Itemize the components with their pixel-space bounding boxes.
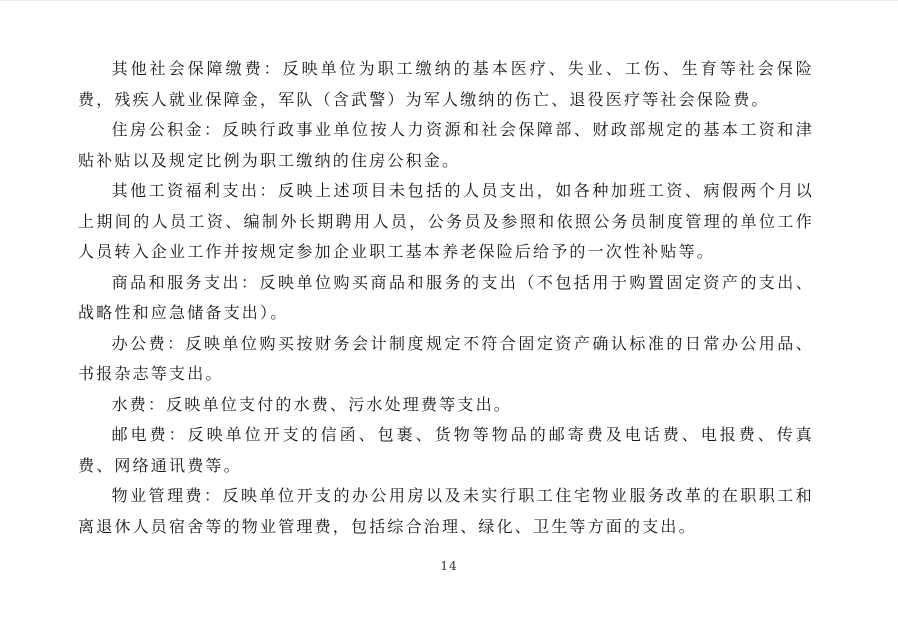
document-body <box>78 54 814 542</box>
body-paragraph: 水费：反映单位支付的水费、污水处理费等支出。 <box>111 394 512 414</box>
body-paragraph: 住房公积金：反映行政事业单位按人力资源和社会保障部、财政部规定的基本工资和津贴补贴以及规定比例为职工缴纳的住房公积金。 <box>78 120 814 170</box>
body-paragraph: 办公费：反映单位购买按财务会计制度规定不符合固定资产确认标准的日常办公用品、书报杂志等支出。 <box>78 333 814 383</box>
body-paragraph: 商品和服务支出：反映单位购买商品和服务的支出（不包括用于购置固定资产的支出、战略性和应急储备支出）。 <box>78 272 814 322</box>
body-paragraph: 物业管理费：反映单位开支的办公用房以及未实行职工住宅物业服务改革的在职职工和离退休人员宿舍等的物业管理费，包括综合治理、绿化、卫生等方面的支出。 <box>78 486 814 536</box>
body-paragraph: 其他工资福利支出：反映上述项目未包括的人员支出，如各种加班工资、病假两个月以上期间的人员工资、编制外长期聘用人员，公务员及参照和依照公务员制度管理的单位工作人员转入企业工作并按规定参加企业职工基本养老保险后给予的一次性补贴等。 <box>78 181 814 261</box>
page-number: 14 <box>440 559 458 573</box>
body-paragraph: 邮电费：反映单位开支的信函、包裹、货物等物品的邮寄费及电话费、电报费、传真费、网络通讯费等。 <box>78 425 814 475</box>
body-paragraph: 其他社会保障缴费：反映单位为职工缴纳的基本医疗、失业、工伤、生育等社会保险费，残疾人就业保障金，军队（含武警）为军人缴纳的伤亡、退役医疗等社会保险费。 <box>78 59 814 109</box>
page-footer <box>0 555 898 574</box>
